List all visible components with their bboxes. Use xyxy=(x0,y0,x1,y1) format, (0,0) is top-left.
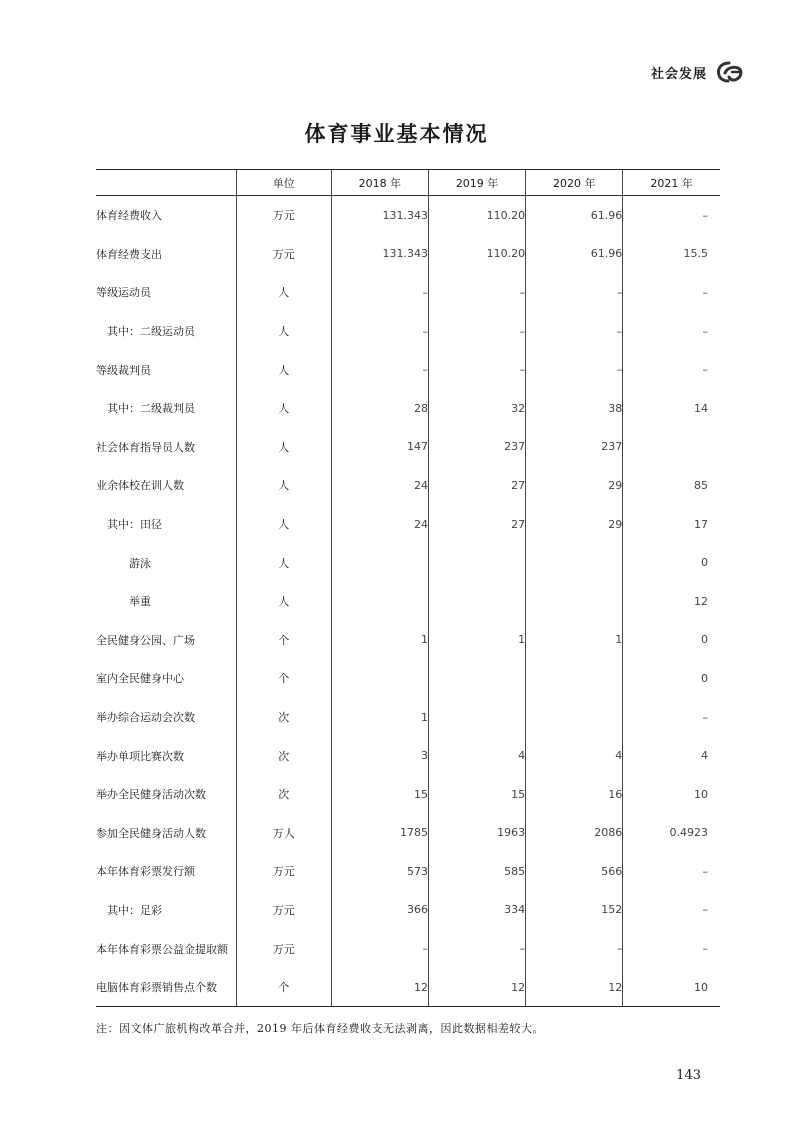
row-value-2019 xyxy=(429,659,526,698)
row-value-2018: 24 xyxy=(331,505,428,544)
row-unit: 人 xyxy=(236,582,331,621)
row-value-2019: 110.20 xyxy=(429,235,526,274)
row-unit: 万元 xyxy=(236,196,331,235)
row-value-2021: 15.5 xyxy=(623,235,720,274)
row-item-label: 本年体育彩票发行额 xyxy=(96,865,195,879)
row-value-2018: 24 xyxy=(331,466,428,505)
row-value-2021: 0 xyxy=(623,621,720,660)
row-value-2020: – xyxy=(526,273,623,312)
table-row xyxy=(96,814,720,853)
row-value-2020: 61.96 xyxy=(526,196,623,235)
row-value-2018: – xyxy=(331,312,428,351)
row-value-2019: – xyxy=(429,312,526,351)
row-value-2019: 237 xyxy=(429,428,526,467)
row-value-2021: – xyxy=(623,891,720,930)
row-value-2018: – xyxy=(331,350,428,389)
section-header xyxy=(651,60,745,84)
row-value-2019: 27 xyxy=(429,466,526,505)
row-item-label: 举重 xyxy=(129,595,151,609)
row-item-label: 全民健身公园、广场 xyxy=(96,633,195,647)
row-item-label: 其中：足彩 xyxy=(107,903,162,917)
row-value-2019: – xyxy=(429,273,526,312)
footnote: 注：因文体广旅机构改革合并，2019 年后体育经费收支无法剥离，因此数据相差较大。 xyxy=(96,1022,544,1035)
row-value-2021: 17 xyxy=(623,505,720,544)
row-value-2021: 12 xyxy=(623,582,720,621)
table-row xyxy=(96,775,720,814)
row-value-2021 xyxy=(623,428,720,467)
table-row xyxy=(96,852,720,891)
section-label: 社会发展 xyxy=(650,66,707,82)
table-body xyxy=(96,196,720,1007)
table-header-row xyxy=(96,170,720,196)
page-title: 体育事业基本情况 xyxy=(304,121,489,146)
row-value-2021: 4 xyxy=(623,736,720,775)
row-value-2019 xyxy=(429,698,526,737)
row-unit: 次 xyxy=(236,775,331,814)
row-item-label: 体育经费收入 xyxy=(96,209,162,223)
table-row xyxy=(96,968,720,1007)
row-unit: 万元 xyxy=(236,852,331,891)
row-value-2021: – xyxy=(623,698,720,737)
row-value-2018 xyxy=(331,659,428,698)
row-unit: 人 xyxy=(236,273,331,312)
row-unit: 万人 xyxy=(236,814,331,853)
row-item-label: 本年体育彩票公益金提取额 xyxy=(96,942,228,956)
swirl-logo-icon xyxy=(715,60,745,84)
row-value-2020: 61.96 xyxy=(526,235,623,274)
row-item-label: 游泳 xyxy=(129,556,151,570)
row-value-2021: 85 xyxy=(623,466,720,505)
row-value-2020: 237 xyxy=(526,428,623,467)
row-item-label: 业余体校在训人数 xyxy=(96,479,184,493)
row-value-2021: – xyxy=(623,312,720,351)
row-value-2021: – xyxy=(623,929,720,968)
row-value-2018 xyxy=(331,543,428,582)
table-row xyxy=(96,736,720,775)
row-value-2021: 0 xyxy=(623,659,720,698)
row-unit: 次 xyxy=(236,736,331,775)
table-row xyxy=(96,235,720,274)
row-value-2018: 573 xyxy=(331,852,428,891)
row-item-label: 等级运动员 xyxy=(96,286,151,300)
row-item-label: 社会体育指导员人数 xyxy=(96,440,195,454)
row-item-label: 其中：田径 xyxy=(107,518,162,532)
row-value-2020: 38 xyxy=(526,389,623,428)
row-value-2019: 32 xyxy=(429,389,526,428)
row-unit: 人 xyxy=(236,389,331,428)
row-item-label: 参加全民健身活动人数 xyxy=(96,826,206,840)
row-value-2021: 10 xyxy=(623,968,720,1007)
row-value-2019: – xyxy=(429,929,526,968)
row-value-2019 xyxy=(429,582,526,621)
row-value-2020: 12 xyxy=(526,968,623,1007)
row-value-2021: – xyxy=(623,273,720,312)
row-value-2021: – xyxy=(623,196,720,235)
row-value-2020 xyxy=(526,659,623,698)
table-row xyxy=(96,312,720,351)
row-value-2019 xyxy=(429,543,526,582)
table-row xyxy=(96,428,720,467)
row-value-2021: 10 xyxy=(623,775,720,814)
table-row xyxy=(96,582,720,621)
table-row xyxy=(96,659,720,698)
row-value-2020: 29 xyxy=(526,466,623,505)
row-value-2020: 16 xyxy=(526,775,623,814)
row-value-2019: 1 xyxy=(429,621,526,660)
row-value-2019: 1963 xyxy=(429,814,526,853)
row-unit: 人 xyxy=(236,350,331,389)
row-unit: 人 xyxy=(236,428,331,467)
row-value-2020 xyxy=(526,698,623,737)
row-unit: 个 xyxy=(236,621,331,660)
row-value-2019: 4 xyxy=(429,736,526,775)
row-value-2020: 4 xyxy=(526,736,623,775)
row-value-2019: 110.20 xyxy=(429,196,526,235)
row-value-2021: 0 xyxy=(623,543,720,582)
table-row xyxy=(96,929,720,968)
row-value-2018 xyxy=(331,582,428,621)
row-value-2018: 1 xyxy=(331,621,428,660)
row-value-2018: 1 xyxy=(331,698,428,737)
row-item-label: 举办全民健身活动次数 xyxy=(96,788,206,802)
header-2020: 2020 年 xyxy=(526,170,623,196)
row-value-2018: 15 xyxy=(331,775,428,814)
row-value-2020: 152 xyxy=(526,891,623,930)
row-item-label: 电脑体育彩票销售点个数 xyxy=(96,968,236,1007)
table-row xyxy=(96,389,720,428)
row-item-label: 其中：二级裁判员 xyxy=(107,402,195,416)
row-value-2018: 131.343 xyxy=(331,235,428,274)
row-value-2021: 0.4923 xyxy=(623,814,720,853)
row-item-label: 其中：二级运动员 xyxy=(107,325,195,339)
table-row xyxy=(96,621,720,660)
header-item xyxy=(96,170,236,196)
header-2018: 2018 年 xyxy=(331,170,428,196)
table-row xyxy=(96,466,720,505)
row-value-2019: – xyxy=(429,350,526,389)
row-unit: 人 xyxy=(236,505,331,544)
table-row xyxy=(96,350,720,389)
table-row xyxy=(96,505,720,544)
row-value-2020: 566 xyxy=(526,852,623,891)
row-value-2020 xyxy=(526,543,623,582)
row-unit: 人 xyxy=(236,543,331,582)
row-value-2020: 1 xyxy=(526,621,623,660)
table-row xyxy=(96,891,720,930)
row-value-2018: 12 xyxy=(331,968,428,1007)
table-row xyxy=(96,273,720,312)
row-item-label: 体育经费支出 xyxy=(96,247,162,261)
page-number: 143 xyxy=(676,1068,701,1083)
row-value-2019: 15 xyxy=(429,775,526,814)
row-unit: 万元 xyxy=(236,891,331,930)
row-unit: 人 xyxy=(236,312,331,351)
table-row xyxy=(96,543,720,582)
row-value-2021: 14 xyxy=(623,389,720,428)
table-row xyxy=(96,698,720,737)
row-value-2019: 585 xyxy=(429,852,526,891)
row-value-2020: – xyxy=(526,929,623,968)
row-item-label: 举办单项比赛次数 xyxy=(96,749,184,763)
row-value-2018: 131.343 xyxy=(331,196,428,235)
row-value-2018: 28 xyxy=(331,389,428,428)
row-value-2020: – xyxy=(526,312,623,351)
header-2019: 2019 年 xyxy=(429,170,526,196)
row-value-2020: – xyxy=(526,350,623,389)
row-value-2019: 27 xyxy=(429,505,526,544)
row-unit: 万元 xyxy=(236,235,331,274)
row-value-2018: 366 xyxy=(331,891,428,930)
row-value-2018: 1785 xyxy=(331,814,428,853)
row-item-label: 等级裁判员 xyxy=(96,363,151,377)
row-value-2018: 3 xyxy=(331,736,428,775)
row-value-2021: – xyxy=(623,350,720,389)
row-item-label: 举办综合运动会次数 xyxy=(96,711,195,725)
sports-statistics-table xyxy=(96,169,720,1007)
row-value-2021: – xyxy=(623,852,720,891)
table-row xyxy=(96,196,720,235)
header-unit: 单位 xyxy=(236,170,331,196)
row-value-2020: 29 xyxy=(526,505,623,544)
row-value-2018: 147 xyxy=(331,428,428,467)
row-value-2019: 334 xyxy=(429,891,526,930)
header-2021: 2021 年 xyxy=(623,170,720,196)
row-unit: 个 xyxy=(236,659,331,698)
row-unit: 万元 xyxy=(236,929,331,968)
row-unit: 次 xyxy=(236,698,331,737)
row-value-2020: 2086 xyxy=(526,814,623,853)
row-value-2020 xyxy=(526,582,623,621)
row-value-2018: – xyxy=(331,929,428,968)
row-unit: 人 xyxy=(236,466,331,505)
row-value-2019: 12 xyxy=(429,968,526,1007)
row-item-label: 室内全民健身中心 xyxy=(96,672,184,686)
row-value-2018: – xyxy=(331,273,428,312)
row-unit: 个 xyxy=(236,968,331,1007)
